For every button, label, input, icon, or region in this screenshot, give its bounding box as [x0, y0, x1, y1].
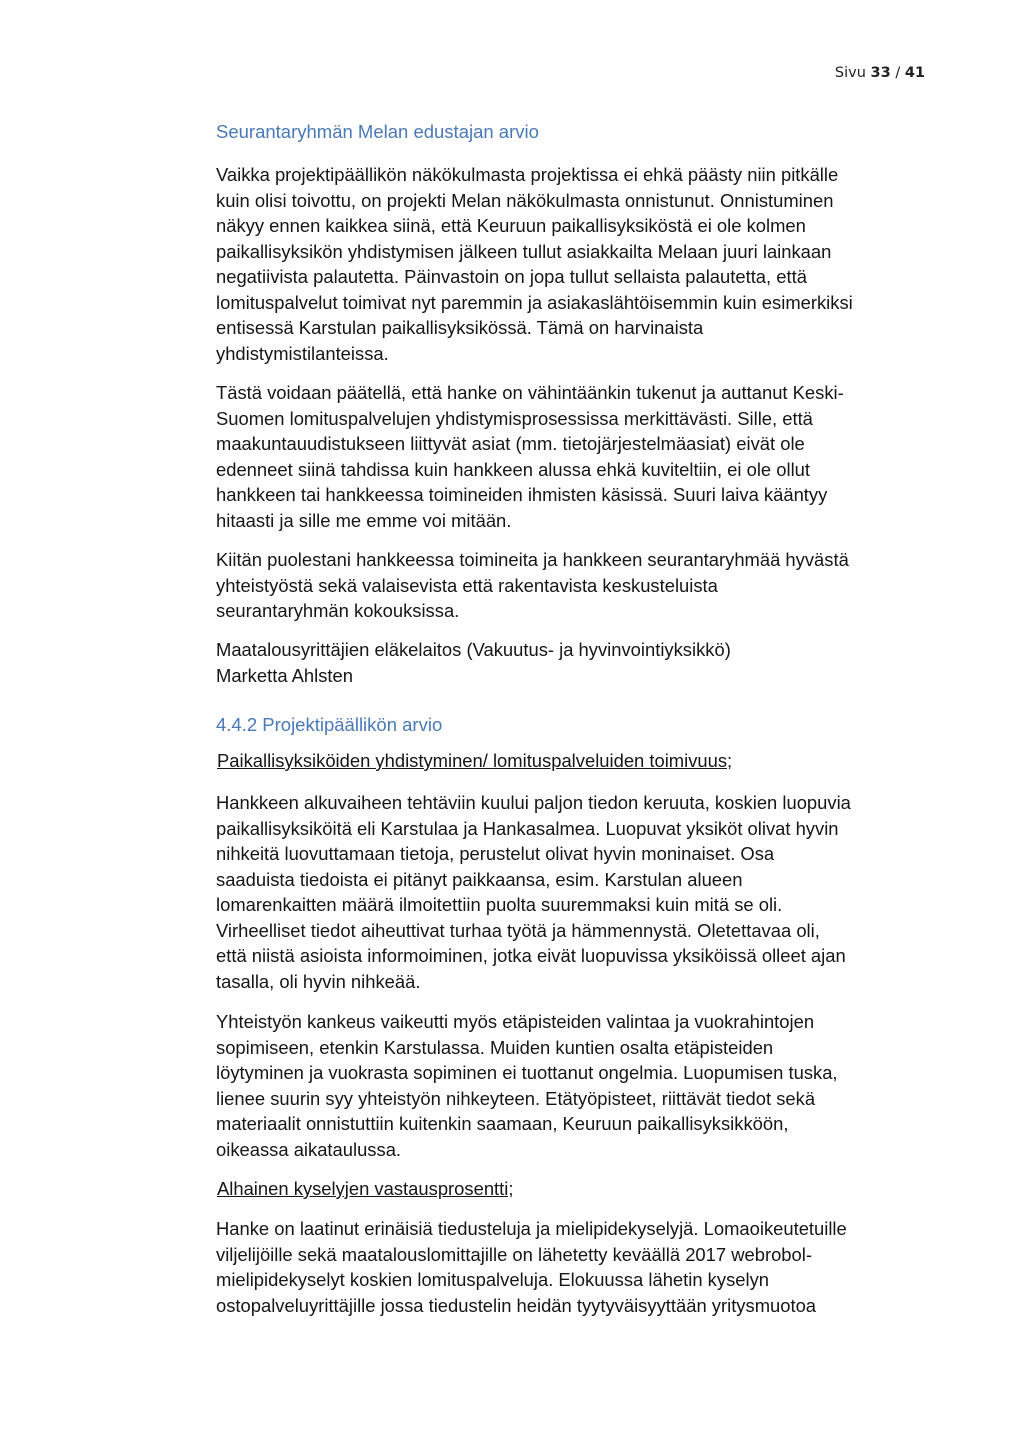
text-line: lienee suurin syy yhteistyön nihkeyteen. Etätyöpisteet, riittävät tiedot sekä	[216, 1087, 816, 1109]
text-line: viljelijöille sekä maatalouslomittajille on lähetetty keväällä 2017 webrobol-	[216, 1243, 812, 1265]
text-line: materiaalit onnistuttiin kuitenkin saamaan, Keuruun paikallisyksikköön,	[216, 1113, 789, 1134]
paragraph-pm-3	[216, 1216, 932, 1318]
text-line: Kiitän puolestani hankkeessa toimineita ja hankkeen seurantaryhmää hyvästä	[216, 549, 849, 570]
text-line: Hankkeen alkuvaiheen tehtäviin kuului paljon tiedon keruuta, koskien luopuvia	[216, 792, 851, 813]
text-line: Virheelliset tiedot aiheuttivat turhaa työtä ja hämmennystä. Oletettavaa oli,	[216, 919, 820, 941]
text-line: sopimiseen, etenkin Karstulassa. Muiden kuntien osalta etäpisteiden	[216, 1036, 774, 1058]
text-line: kuin olisi toivottu, on projekti Melan näkökulmasta onnistunut. Onnistuminen	[216, 189, 834, 211]
section-heading-project-manager: 4.4.2 Projektipäällikön arvio	[216, 714, 443, 735]
paragraph-pm-1	[216, 790, 932, 994]
text-line: Yhteistyön kankeus vaikeutti myös etäpisteiden valintaa ja vuokrahintojen	[216, 1011, 815, 1032]
paragraph-mela-2	[216, 380, 932, 533]
text-line: lomituspalvelut toimivat nyt paremmin ja asiakaslähtöisemmin kuin esimerkiksi	[216, 291, 853, 313]
text-line: paikallisyksikön yhdistymisen jälkeen tullut asiakkailta Melaan juuri lainkaan	[216, 240, 832, 262]
page-total: 41	[904, 65, 925, 81]
text-line: Hanke on laatinut erinäisiä tiedusteluja ja mielipidekyselyjä. Lomaoikeutetuille	[216, 1218, 847, 1239]
text-line: negatiivista palautetta. Päinvastoin on jopa tullut sellaista palautetta, että	[216, 266, 807, 287]
subheading-low-response-rate: Alhainen kyselyjen vastausprosentti;	[217, 1178, 514, 1199]
text-line: paikallisyksiköitä eli Karstulaa ja Hankasalmea. Luopuvat yksiköt olivat hyvin	[216, 817, 839, 839]
text-line: nihkeitä luovuttamaan tietoja, perustelut olivat hyvin moninaiset. Osa	[216, 843, 775, 864]
text-line: seurantaryhmän kokouksissa.	[216, 600, 460, 621]
text-line: entisessä Karstulan paikallisyksikössä. Tämä on harvinaista	[216, 317, 704, 338]
page-number	[835, 65, 925, 81]
text-line: yhdistymistilanteissa.	[216, 342, 389, 364]
paragraph-mela-3	[216, 547, 932, 624]
text-line: hankkeen tai hankkeessa toimineiden ihmisten käsissä. Suuri laiva kääntyy	[216, 484, 828, 505]
text-line: maakuntauudistukseen liittyvät asiat (mm. tietojärjestelmäasiat) eivät ole	[216, 433, 805, 454]
text-line: yhteistyöstä sekä valaisevista että rakentavista keskusteluista	[216, 574, 718, 596]
page-current: 33	[870, 65, 891, 81]
page-prefix: Sivu	[834, 65, 866, 81]
text-line: saaduista tiedoista ei pitänyt paikkaansa, esim. Karstulan alueen	[216, 868, 743, 890]
paragraph-pm-2	[216, 1009, 932, 1162]
text-line: mielipidekyselyt koskien lomituspalveluja. Elokuussa lähetin kyselyn	[216, 1269, 770, 1290]
subheading-units-merger: Paikallisyksiköiden yhdistyminen/ lomituspalveluiden toimivuus;	[217, 750, 733, 771]
text-line: tasalla, oli hyvin nihkeää.	[216, 970, 421, 992]
text-line: ostopalveluyrittäjille jossa tiedustelin heidän tyytyväisyyttään yritysmuotoa	[216, 1294, 817, 1316]
organization-name: Maatalousyrittäjien eläkelaitos (Vakuutus- ja hyvinvointiyksikkö)	[216, 639, 731, 660]
text-line: oikeassa aikataulussa.	[216, 1138, 402, 1160]
text-line: Vaikka projektipäällikön näkökulmasta projektissa ei ehkä päästy niin pitkälle	[216, 164, 839, 185]
page-separator: /	[895, 65, 901, 81]
text-line: Tästä voidaan päätellä, että hanke on vähintäänkin tukenut ja auttanut Keski-	[216, 382, 844, 403]
section-heading-mela: Seurantaryhmän Melan edustajan arvio	[216, 121, 539, 142]
text-line: löytyminen ja vuokrasta sopiminen ei tuottanut ongelmia. Luopumisen tuska,	[216, 1062, 838, 1083]
text-line: Suomen lomituspalvelujen yhdistymisprosessissa merkittävästi. Sille, että	[216, 407, 813, 429]
signature-block	[216, 637, 932, 688]
author-name: Marketta Ahlsten	[216, 664, 353, 686]
paragraph-mela-1	[216, 162, 932, 366]
text-line: edenneet siinä tahdissa kuin hankkeen alussa ehkä kuviteltiin, ei ole ollut	[216, 458, 810, 480]
text-line: hitaasti ja sille me emme voi mitään.	[216, 509, 512, 531]
text-line: että niistä asioista informoiminen, jotka eivät luopuvissa yksiköissä olleet ajan	[216, 945, 846, 966]
text-line: lomarenkaitten määrä ilmoitettiin puolta suuremmaksi kuin mitä se oli.	[216, 894, 783, 915]
text-line: näkyy ennen kaikkea siinä, että Keuruun paikallisyksiköstä ei ole kolmen	[216, 215, 806, 236]
